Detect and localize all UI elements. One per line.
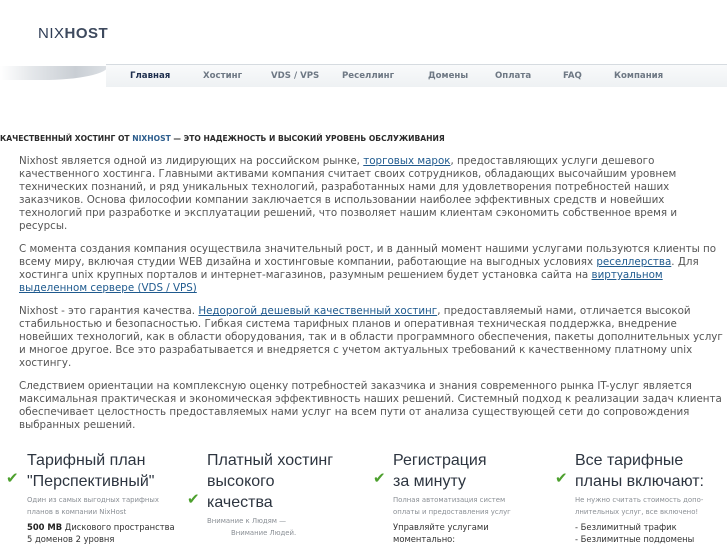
decorative-swoosh xyxy=(0,66,108,80)
nav-item-domains[interactable]: Домены xyxy=(428,71,469,81)
feature-all-plans-detail-1: - Безлимитный трафик xyxy=(575,522,677,532)
feature-registration xyxy=(393,450,511,545)
feature-registration-detail-2: моментально: xyxy=(393,534,456,544)
feature-registration-sub-2: оплаты и предоставления услуг xyxy=(393,508,511,516)
feature-quality-title-1[interactable]: Платный хостинг xyxy=(207,452,334,469)
nav-item-payment[interactable]: Оплата xyxy=(495,71,532,81)
feature-quality-title-2[interactable]: высокого xyxy=(207,473,275,490)
p1-text-b: , предоставляющих услуги дешевого качественного хостинга. Главными активами компания считает своих сотрудников, обладающих высочайшим уровнем технических познаний, и ряд уникальных технологий, разработанных нами для удовлетворения потребностей наших заказчиков. Основа философии компании заключается в использовании наиболее эффективных средств и новейших технологий при разработке и эксплуатации решений, что позволяет нашим клиентам сэкономить собственное время и ресурсы. xyxy=(19,155,678,232)
feature-all-plans-detail-2: - Безлимитные поддомены xyxy=(575,534,695,544)
main-content xyxy=(19,155,727,442)
paragraph-quality xyxy=(19,305,727,370)
feature-tariff-title-2[interactable]: "Перспективный" xyxy=(27,473,155,490)
feature-tariff-sub-2: планов в компании NixHost xyxy=(27,508,127,516)
feature-registration-title-2[interactable]: за минуту xyxy=(393,473,466,490)
feature-tariff-disk-size: 500 MB xyxy=(27,522,63,532)
features-row xyxy=(0,450,727,545)
nav-item-faq[interactable]: FAQ xyxy=(563,71,582,81)
feature-tariff xyxy=(27,450,175,545)
headline-pre: КАЧЕСТВЕННЫЙ ХОСТИНГ ОТ xyxy=(0,134,133,143)
p3-text-b: , предоставляемый нами, отличается высокой стабильностью и безопасностью. Гибкая система тарифных планов и оперативная техническая поддержка, внедрение новейших технологий, как в области оборудования, так и в области программного обеспечения, пакеты дополнительных услуг и многое другое. Все это разрабатывается и внедряется с учетом актуальных требований к качественному платному unix хостингу. xyxy=(19,305,723,369)
p2-text-b: . Для хостинга unix крупных порталов и интернет-магазинов, разумным решением будет установка сайта на xyxy=(19,256,699,281)
paragraph-intro xyxy=(19,155,727,233)
logo-part-nix: NIX xyxy=(38,25,65,42)
feature-registration-detail-1: Управляйте услугами xyxy=(393,522,489,532)
feature-registration-title-1[interactable]: Регистрация xyxy=(393,452,487,469)
feature-all-plans xyxy=(575,450,704,545)
feature-all-plans-title-2[interactable]: планы включают: xyxy=(575,473,704,490)
feature-tariff-detail-2: 5 доменов 2 уровня xyxy=(27,534,115,544)
feature-quality-sub-1: Внимание к Людям — xyxy=(207,517,287,525)
nav-item-hosting[interactable]: Хостинг xyxy=(203,71,243,81)
nav-item-company[interactable]: Компания xyxy=(614,71,664,81)
nav-item-home[interactable]: Главная xyxy=(130,71,171,81)
p1-text-a: Nixhost является одной из лидирующих на российском рынке, xyxy=(19,155,364,167)
link-trademarks[interactable]: торговых марок xyxy=(363,155,451,167)
feature-all-plans-title-1[interactable]: Все тарифные xyxy=(575,452,684,469)
logo-part-host: HOST xyxy=(64,25,109,42)
link-reselling[interactable]: реселлерства xyxy=(596,256,672,268)
feature-tariff-disk-label: Дискового пространства xyxy=(62,522,175,532)
logo[interactable] xyxy=(38,25,108,42)
main-nav xyxy=(106,64,727,87)
feature-quality xyxy=(207,450,333,539)
p3-text-a: Nixhost - это гарантия качества. xyxy=(19,305,199,317)
feature-all-plans-sub-2: лнительных услуг, все включено! xyxy=(575,508,699,516)
paragraph-growth xyxy=(19,243,727,295)
feature-tariff-sub-1: Один из самых выгодных тарифных xyxy=(27,496,159,504)
nav-item-reselling[interactable]: Реселлинг xyxy=(342,71,395,81)
check-icon: ✔ xyxy=(373,469,386,487)
feature-quality-title-3[interactable]: качества xyxy=(207,494,273,511)
link-vds[interactable]: виртуальном выделенном сервере (VDS / VPS) xyxy=(19,269,663,294)
feature-registration-sub-1: Полная автоматизация систем xyxy=(393,496,506,504)
feature-all-plans-sub-1: Не нужно считать стоимость допо- xyxy=(575,496,704,504)
check-icon: ✔ xyxy=(6,469,19,487)
feature-tariff-title-1[interactable]: Тарифный план xyxy=(27,452,146,469)
link-cheap-hosting[interactable]: Недорогой дешевый качественный хостинг xyxy=(198,305,438,317)
check-icon: ✔ xyxy=(187,490,200,508)
feature-tariff-detail-1 xyxy=(27,521,175,533)
feature-quality-sub-2: Внимание Людей. xyxy=(231,529,297,537)
check-icon: ✔ xyxy=(555,469,568,487)
nav-item-vds[interactable]: VDS / VPS xyxy=(271,71,320,81)
paragraph-efficiency: Следствием ориентации на комплексную оценку потребностей заказчика и знания современного рынка IT-услуг является максимальная практическая и экономическая эффективность наших решений. Системный подход к реализации задач клиента обеспечивает целостность предоставляемых нами услуг на всем пути от анализа существующей сети до сопровождения выбранных решений. xyxy=(19,380,722,431)
headline-brand: NIXHOST xyxy=(132,134,171,143)
page-headline xyxy=(0,134,445,143)
p2-text-a: С момента создания компания осуществила значительный рост, и в данный момент нашими услугами пользуются клиенты по всему миру, включая студии WEB дизайна и хостинговые компании, работающие на выгодных условиях xyxy=(19,243,717,268)
headline-post: — ЭТО НАДЕЖНОСТЬ И ВЫСОКИЙ УРОВЕНЬ ОБСЛУЖИВАНИЯ xyxy=(170,134,445,143)
